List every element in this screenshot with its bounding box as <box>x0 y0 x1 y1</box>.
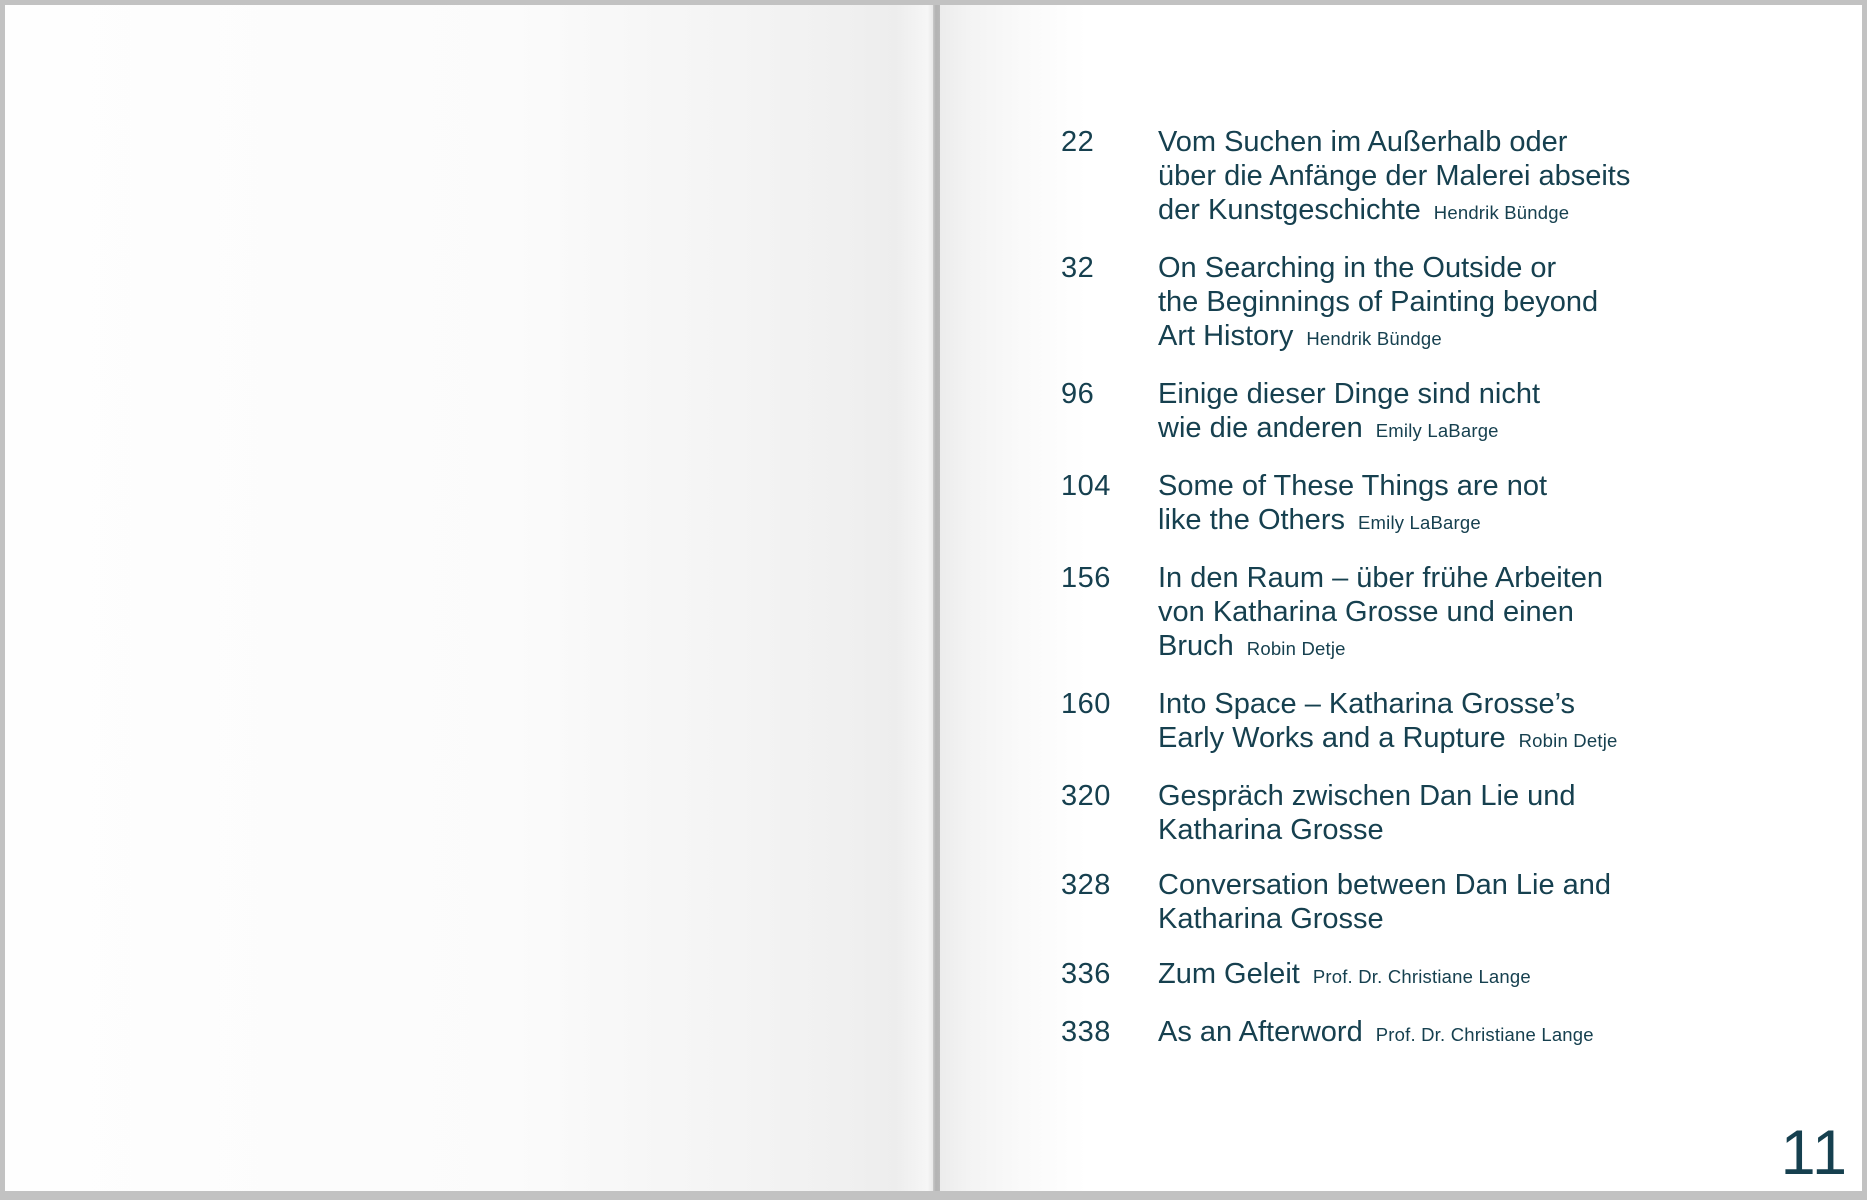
toc-entry-title <box>1158 1015 1594 1052</box>
toc-entry <box>1061 469 1630 540</box>
toc-entry <box>1061 377 1630 448</box>
toc-title-line <box>1158 125 1630 159</box>
toc-title-line <box>1158 503 1547 540</box>
toc-title-text: Gespräch zwischen Dan Lie und <box>1158 780 1576 812</box>
toc-title-text: Conversation between Dan Lie and <box>1158 869 1612 901</box>
table-of-contents <box>1061 125 1630 1073</box>
toc-title-text: the Beginnings of Painting beyond <box>1158 286 1599 318</box>
toc-page-number: 336 <box>1061 958 1111 990</box>
toc-page-number: 338 <box>1061 1016 1111 1048</box>
toc-title-text: Zum Geleit <box>1158 958 1300 990</box>
toc-title-line <box>1158 159 1630 193</box>
toc-entry <box>1061 687 1630 758</box>
toc-title-text: Some of These Things are not <box>1158 470 1548 502</box>
toc-title-text: As an Afterword <box>1158 1016 1363 1048</box>
toc-title-line <box>1158 251 1598 285</box>
toc-author: Prof. Dr. Christiane Lange <box>1312 966 1531 987</box>
toc-title-line <box>1158 868 1611 902</box>
toc-entry-title <box>1158 125 1630 230</box>
toc-author: Hendrik Bündge <box>1433 202 1570 223</box>
toc-entry-title <box>1158 957 1531 994</box>
toc-author: Prof. Dr. Christiane Lange <box>1375 1024 1594 1045</box>
toc-entry <box>1061 957 1630 994</box>
toc-author: Emily LaBarge <box>1375 420 1499 441</box>
toc-title-text: In den Raum – über frühe Arbeiten <box>1158 562 1603 594</box>
toc-entry-title <box>1158 251 1598 356</box>
left-page-blank <box>5 5 933 1191</box>
page-number-folio: 11 <box>1780 1118 1848 1188</box>
toc-title-text: Art History <box>1158 320 1294 352</box>
toc-title-text: von Katharina Grosse und einen <box>1158 596 1574 628</box>
toc-title-line <box>1158 813 1576 847</box>
toc-author: Robin Detje <box>1518 730 1618 751</box>
toc-page-number: 22 <box>1061 126 1095 158</box>
toc-author: Hendrik Bündge <box>1306 328 1442 349</box>
toc-entry <box>1061 1015 1630 1052</box>
toc-title-text: Vom Suchen im Außerhalb oder <box>1158 126 1568 158</box>
toc-title-text: der Kunstgeschichte <box>1158 194 1421 226</box>
toc-author: Emily LaBarge <box>1357 512 1481 533</box>
toc-title-line <box>1158 561 1603 595</box>
toc-entry-title <box>1158 561 1603 666</box>
toc-entry <box>1061 561 1630 666</box>
toc-title-text: On Searching in the Outside or <box>1158 252 1557 284</box>
toc-title-text: wie die anderen <box>1158 412 1363 444</box>
toc-page-number: 328 <box>1061 869 1111 901</box>
book-spread <box>5 5 1862 1191</box>
toc-title-line <box>1158 469 1547 503</box>
toc-title-line <box>1158 721 1618 758</box>
toc-title-line <box>1158 377 1540 411</box>
toc-entry-title <box>1158 469 1547 540</box>
toc-title-line <box>1158 411 1540 448</box>
toc-entry <box>1061 125 1630 230</box>
toc-page-number: 156 <box>1061 562 1111 594</box>
toc-page-number: 104 <box>1061 470 1111 502</box>
toc-title-line <box>1158 957 1531 994</box>
toc-entry-title <box>1158 377 1540 448</box>
toc-title-text: Katharina Grosse <box>1158 903 1384 935</box>
toc-title-text: Bruch <box>1158 630 1234 662</box>
toc-page-number: 160 <box>1061 688 1111 720</box>
toc-title-text: like the Others <box>1158 504 1345 536</box>
toc-title-line <box>1158 319 1598 356</box>
toc-title-text: Einige dieser Dinge sind nicht <box>1158 378 1541 410</box>
toc-entry-title <box>1158 687 1618 758</box>
toc-title-line <box>1158 1015 1594 1052</box>
toc-entry <box>1061 779 1630 847</box>
toc-title-line <box>1158 902 1611 936</box>
toc-title-line <box>1158 193 1630 230</box>
toc-title-text: Katharina Grosse <box>1158 814 1384 846</box>
toc-title-line <box>1158 687 1618 721</box>
book-spine-gutter <box>933 5 940 1191</box>
toc-entry-title <box>1158 779 1576 847</box>
toc-entry-title <box>1158 868 1611 936</box>
toc-title-text: über die Anfänge der Malerei abseits <box>1158 160 1631 192</box>
toc-page-number: 96 <box>1061 378 1095 410</box>
right-page <box>940 5 1862 1191</box>
toc-entry <box>1061 251 1630 356</box>
toc-page-number: 32 <box>1061 252 1095 284</box>
toc-title-text: Into Space – Katharina Grosse’s <box>1158 688 1575 720</box>
toc-title-line <box>1158 779 1576 813</box>
toc-title-line <box>1158 285 1598 319</box>
toc-page-number: 320 <box>1061 780 1111 812</box>
toc-author: Robin Detje <box>1246 638 1346 659</box>
toc-entry <box>1061 868 1630 936</box>
toc-title-line <box>1158 595 1603 629</box>
toc-title-line <box>1158 629 1603 666</box>
toc-title-text: Early Works and a Rupture <box>1158 722 1506 754</box>
